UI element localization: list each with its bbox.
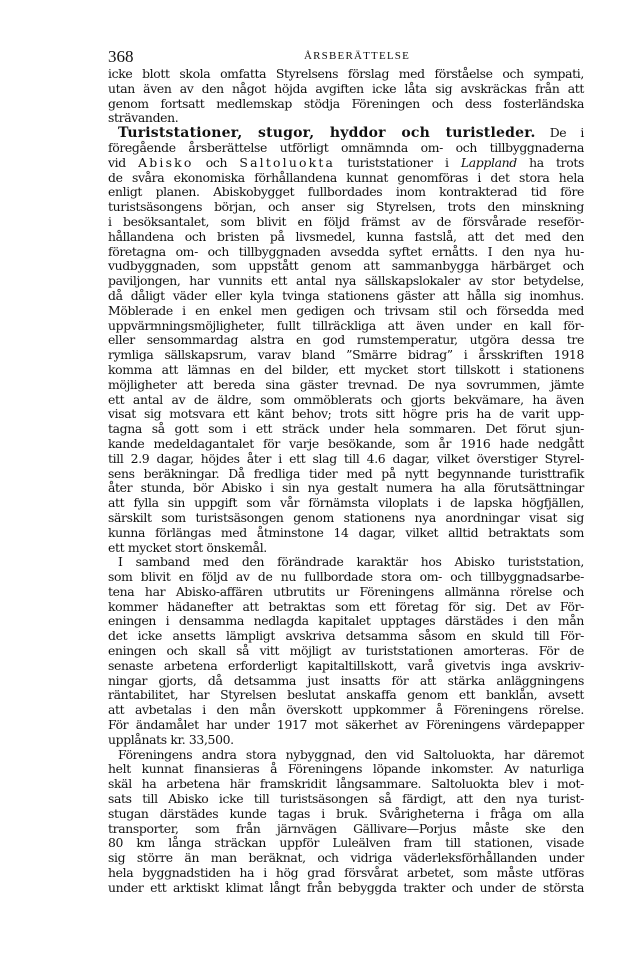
text-line (108, 378, 584, 393)
text-run: ha trots (516, 154, 584, 170)
text-line (108, 467, 584, 482)
text-run: turiststationer i (335, 154, 461, 170)
text-line (108, 126, 584, 141)
text-run: ett antal av de äldre, som ommöblerats och gjorts bekvämare, ha även (108, 391, 584, 407)
text-run: För ändamålet har under 1917 mot säkerhet av Föreningens värdepapper (108, 717, 584, 733)
text-run: visat sig motsvara ett känt behov; trots sitt högre pris ha de varit upp- (108, 406, 584, 422)
text-run: tena har Abisko-affären utbrutits ur Föreningens allmänna rörelse och (108, 583, 584, 599)
text-line (108, 319, 584, 334)
text-run: det icke ansetts lämpligt avskriva detsamma såsom en skuld till För- (108, 628, 584, 644)
text-line (108, 111, 584, 126)
text-run: kunna förlängas med åtminstone 14 dagar, vilket alltid betraktats som (108, 524, 584, 540)
text-line (108, 792, 584, 807)
text-line (108, 777, 584, 792)
text-run: att fylla sin uppgift som vår förnämsta viloplats i de lapska högfjällen, (108, 495, 584, 511)
spaced-place-name: Abisko (138, 154, 194, 170)
text-run: senaste arbetena erforderligt kapitaltillskott, varå givetvis inga avskriv- (108, 657, 584, 673)
text-line (108, 230, 584, 245)
text-run: möjligheter att bereda sina gäster trevnad. De nya sovrummen, jämte (108, 376, 584, 392)
section-heading: Turiststationer, stugor, hyddor och turistleder. (118, 125, 536, 142)
page-number: 368 (108, 47, 134, 66)
text-run: kommer hädanefter att betraktas som ett företag för sig. Det av För- (108, 598, 584, 614)
text-line (108, 171, 584, 186)
text-run: de svåra ekonomiska förhållandena kunnat genomföras i det stora hela (108, 169, 584, 185)
text-run: ett mycket stort önskemål. (108, 539, 267, 555)
text-run: företagna om- och tillbyggnaden avsedda syftet ernåtts. I den nya hu- (108, 243, 584, 259)
text-line (108, 659, 584, 674)
text-run: eningen i densamma nedlagda kapitalet upptages därstädes i den mån (108, 613, 584, 629)
text-line (108, 496, 584, 511)
text-line (108, 304, 584, 319)
text-run: åter stunda, bör Abisko i sin nya gestalt numera ha alla förutsättningar (108, 480, 584, 496)
text-run: transporter, som från järnvägen Gällivare—Porjus måste ske den (108, 820, 584, 836)
text-run: till 2.9 dagar, höjdes åter i ett slag till 4.6 dagar, vilket överstiger Styrel- (108, 450, 584, 466)
text-run: tagna så gott som i ett sträck under hela sommaren. Det förut sjun- (108, 421, 584, 437)
text-run: i besöksantalet, som blivit en följd främst av de försvårade reseför- (108, 213, 584, 229)
text-line (108, 703, 584, 718)
text-line (108, 481, 584, 496)
text-run: upplånats kr. 33,500. (108, 731, 234, 747)
text-line (108, 289, 584, 304)
text-run: hela byggnadstiden ha i hög grad försvårat arbetet, som måste utföras (108, 865, 584, 881)
text-line (108, 511, 584, 526)
text-run: eningen och skall så vitt möjligt av turiststationen amorteras. För de (108, 643, 584, 659)
text-line (108, 570, 584, 585)
text-line (108, 762, 584, 777)
text-run: uppvärmningsmöjligheter, fullt tillräckliga att även under en kall för- (108, 317, 584, 333)
text-line (108, 348, 584, 363)
text-run: sig större än man beräknat, och vidriga väderleksförhållanden under (108, 850, 584, 866)
text-run: föregående årsberättelse utförligt omnämnda om- och tillbyggnaderna (108, 139, 584, 155)
text-run: icke blott skola omfatta Styrelsens förslag med förståelse och sympati, (108, 66, 584, 81)
text-run: komma att lämnas en del bilder, ett mycket stort tillskott i stationens (108, 361, 584, 377)
text-line (108, 807, 584, 822)
text-run: vid (108, 154, 139, 170)
text-line (108, 82, 584, 97)
text-run: turistsäsongens början, och anser sig Styrelsen, trots den minskning (108, 199, 584, 215)
text-line (108, 851, 584, 866)
text-run: skäl ha arbetena här framskridit långsammare. Saltoluokta blev i mot- (108, 776, 584, 792)
text-line (108, 141, 584, 156)
text-run: räntabilitet, har Styrelsen beslutat anskaffa genom ett banklån, avsett (108, 687, 584, 703)
text-run: helt kunnat finansieras å Föreningens löpande inkomster. Av naturliga (108, 761, 584, 777)
text-line (108, 674, 584, 689)
text-line (108, 600, 584, 615)
text-run: eller sensommardag alstra en god rumstemperatur, utgöra dessa tre (108, 332, 584, 348)
text-run: genom fortsatt medlemskap stödja Föreningen och dess fosterländska (108, 95, 584, 111)
text-line (108, 526, 584, 541)
text-run: stugan därstädes kunde tagas i bruk. Svårigheterna i fråga om alla (108, 805, 584, 821)
body-text (108, 67, 584, 896)
text-run: enligt planen. Abiskobygget fullbordades inom kontrakterad tid före (108, 184, 584, 200)
text-run: rymliga sällskapsrum, varav bland ”Smärre bidrag” i årsskriften 1918 (108, 347, 584, 363)
text-line (108, 422, 584, 437)
text-line (108, 259, 584, 274)
text-line (108, 185, 584, 200)
text-line (108, 836, 584, 851)
text-line (108, 881, 584, 896)
spaced-place-name: Saltoluokta (239, 154, 336, 170)
text-line (108, 718, 584, 733)
text-run: ningar gjorts, då detsamma just insatts för att stärka anläggningens (108, 672, 584, 688)
text-run: hållandena och bristen på livsmedel, kunna fastslå, att det med den (108, 228, 584, 244)
text-run: sens beräkningar. Då fredliga tider med på nytt begynnande turisttrafik (108, 465, 584, 481)
text-run: särskilt som turistsäsongen genom stationens nya anordningar visat sig (108, 509, 584, 525)
text-run: som blivit en följd av de nu fullbordade stora om- och tillbyggnadsarbe- (108, 569, 584, 585)
text-line (108, 555, 584, 570)
text-run: De i (535, 125, 585, 141)
text-run: strävanden. (108, 110, 179, 126)
text-run: I samband med den förändrade karaktär hos Abisko turiststation, (118, 554, 584, 570)
text-line (108, 541, 584, 556)
text-run: paviljongen, har vunnits ett antal nya sällskapslokaler av stor betydelse, (108, 273, 584, 289)
text-run: under ett arktiskt klimat långt från bebyggda trakter och under de största (108, 879, 584, 895)
text-line (108, 67, 584, 82)
text-line (108, 156, 584, 171)
text-line (108, 644, 584, 659)
text-run: kande medeldagantalet för varje besökande, som år 1916 hade nedgått (108, 435, 584, 451)
text-run: att avbetalas i den mån överskott uppkommer å Föreningens rörelse. (108, 702, 584, 718)
text-run: 80 km långa sträckan uppför Luleälven fram till stationen, visade (108, 835, 584, 851)
text-run: vudbyggnaden, som uppstått genom att sammanbygga härbärget och (108, 258, 584, 274)
text-run: sats till Abisko icke till turistsäsongen så färdigt, att den nya turist- (108, 791, 584, 807)
text-line (108, 748, 584, 763)
text-line (108, 585, 584, 600)
text-line (108, 866, 584, 881)
running-head: ÅRSBERÄTTELSE (304, 50, 411, 62)
text-line (108, 614, 584, 629)
text-line (108, 437, 584, 452)
text-line (108, 452, 584, 467)
text-line (108, 822, 584, 837)
italic-place-name: Lappland (460, 154, 517, 170)
text-run: då dåligt väder eller kyla tvinga stationens gäster att hålla sig inomhus. (108, 287, 584, 303)
text-line (108, 407, 584, 422)
text-line (108, 215, 584, 230)
text-line (108, 245, 584, 260)
text-line (108, 629, 584, 644)
text-line (108, 97, 584, 112)
text-line (108, 333, 584, 348)
text-line (108, 363, 584, 378)
text-run: Möblerade i en enkel men gedigen och trivsam stil och försedda med (108, 302, 584, 318)
page-header (108, 47, 584, 67)
text-line (108, 393, 584, 408)
text-line (108, 688, 584, 703)
text-line (108, 200, 584, 215)
text-line (108, 733, 584, 748)
text-run: Föreningens andra stora nybyggnad, den vid Saltoluokta, har däremot (118, 746, 584, 762)
text-line (108, 274, 584, 289)
text-run: utan även av den något höjda avgiften icke låta sig avskräckas från att (108, 80, 584, 96)
text-run: och (193, 154, 240, 170)
